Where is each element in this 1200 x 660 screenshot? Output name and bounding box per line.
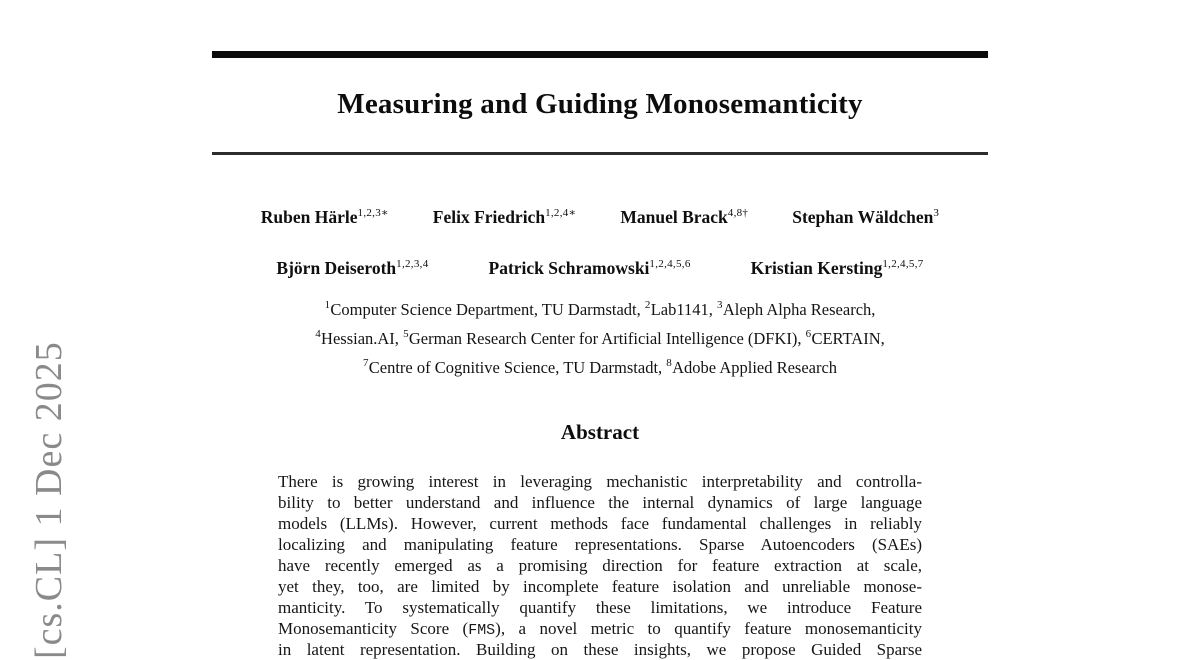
author-name: Kristian Kersting$^{1,2,4,5,7}$ [750,258,924,278]
abstract-text: bility to better understand and influence the internal dynamics of large language [278,493,922,512]
affiliation-superscript: 4 [315,328,322,340]
author-superscript: 1,2,3∗ [357,207,389,219]
author-superscript: 1,2,3,4 [396,258,429,270]
title-rule-bottom [212,152,988,155]
abstract-mono-term: FMS [468,623,496,639]
abstract-heading: Abstract [560,420,640,444]
abstract-text: in latent representation. Building on these insights, we propose Guided Sparse [278,640,922,659]
abstract-text: localizing and manipulating feature representations. Sparse Autoencoders (SAEs) [278,535,922,554]
authors-row-1 [162,206,1038,228]
author-name: Patrick Schramowski$^{1,2,4,5,6}$ [488,258,691,278]
affiliation-text: Aleph Alpha Research, [722,300,876,319]
abstract-text: models (LLMs). However, current methods face fundamental challenges in reliably [278,514,922,533]
affiliation-superscript: 6 [805,328,812,340]
author-name: Manuel Brack$^{4,8\dagger}$ [620,207,749,227]
affiliation-superscript: 5 [403,328,409,340]
affiliation-text: CERTAIN, [811,329,885,348]
author-name: Ruben Härle$^{1,2,3∗}$ [260,207,389,227]
author-superscript: 1,2,4,5,6 [649,258,691,270]
abstract-body [278,471,922,660]
author-name: Stephan Wäldchen$^3$ [792,207,940,227]
author-name: Felix Friedrich$^{1,2,4∗}$ [432,207,577,227]
abstract-line [278,576,922,597]
affiliations [212,293,988,380]
affiliation-line [212,322,988,351]
abstract-text: Monosemanticity Score ( [278,619,469,638]
abstract-line [278,534,922,555]
affiliation-line [212,351,988,380]
affiliation-line [212,293,988,322]
affiliation-text: Adobe Applied Research [672,358,838,377]
affiliation-superscript: 8 [666,357,673,369]
affiliation-superscript: 1 [324,299,331,311]
abstract-line [278,492,922,513]
affiliation-superscript: 2 [644,299,651,311]
title-rule-top [212,51,988,58]
abstract-line [278,597,922,618]
arxiv-watermark: [cs.CL] 1 Dec 2025 [28,341,70,659]
author-superscript: 4,8† [727,207,749,219]
paper-title: Measuring and Guiding Monosemanticity [337,88,863,120]
author-name: Björn Deiseroth$^{1,2,3,4}$ [276,258,429,278]
affiliation-text: German Research Center for Artificial Intelligence (DFKI), [408,329,806,348]
affiliation-text: Computer Science Department, TU Darmstadt, [330,300,645,319]
abstract-text: There is growing interest in leveraging mechanistic interpretability and controlla- [278,472,922,491]
abstract-line [278,471,922,492]
abstract-text: manticity. To systematically quantify these limitations, we introduce Feature [278,598,922,617]
authors-row-2 [162,258,1038,279]
affiliation-superscript: 7 [362,357,369,369]
abstract-line [278,618,922,639]
affiliation-text: Centre of Cognitive Science, TU Darmstadt, [368,358,667,377]
author-superscript: 3 [933,207,940,219]
abstract-text: yet they, too, are limited by incomplete feature isolation and unreliable monose- [278,577,922,596]
abstract-line [278,555,922,576]
affiliation-text: Lab1141, [650,300,717,319]
author-superscript: 1,2,4,5,7 [882,258,924,270]
affiliation-superscript: 3 [717,299,723,311]
abstract-text: ), a novel metric to quantify feature monosemanticity [495,619,923,638]
abstract-line [278,513,922,534]
author-superscript: 1,2,4∗ [545,207,577,219]
abstract-line [278,639,922,660]
abstract-text: have recently emerged as a promising direction for feature extraction at scale, [278,556,922,575]
affiliation-text: Hessian.AI, [321,329,404,348]
